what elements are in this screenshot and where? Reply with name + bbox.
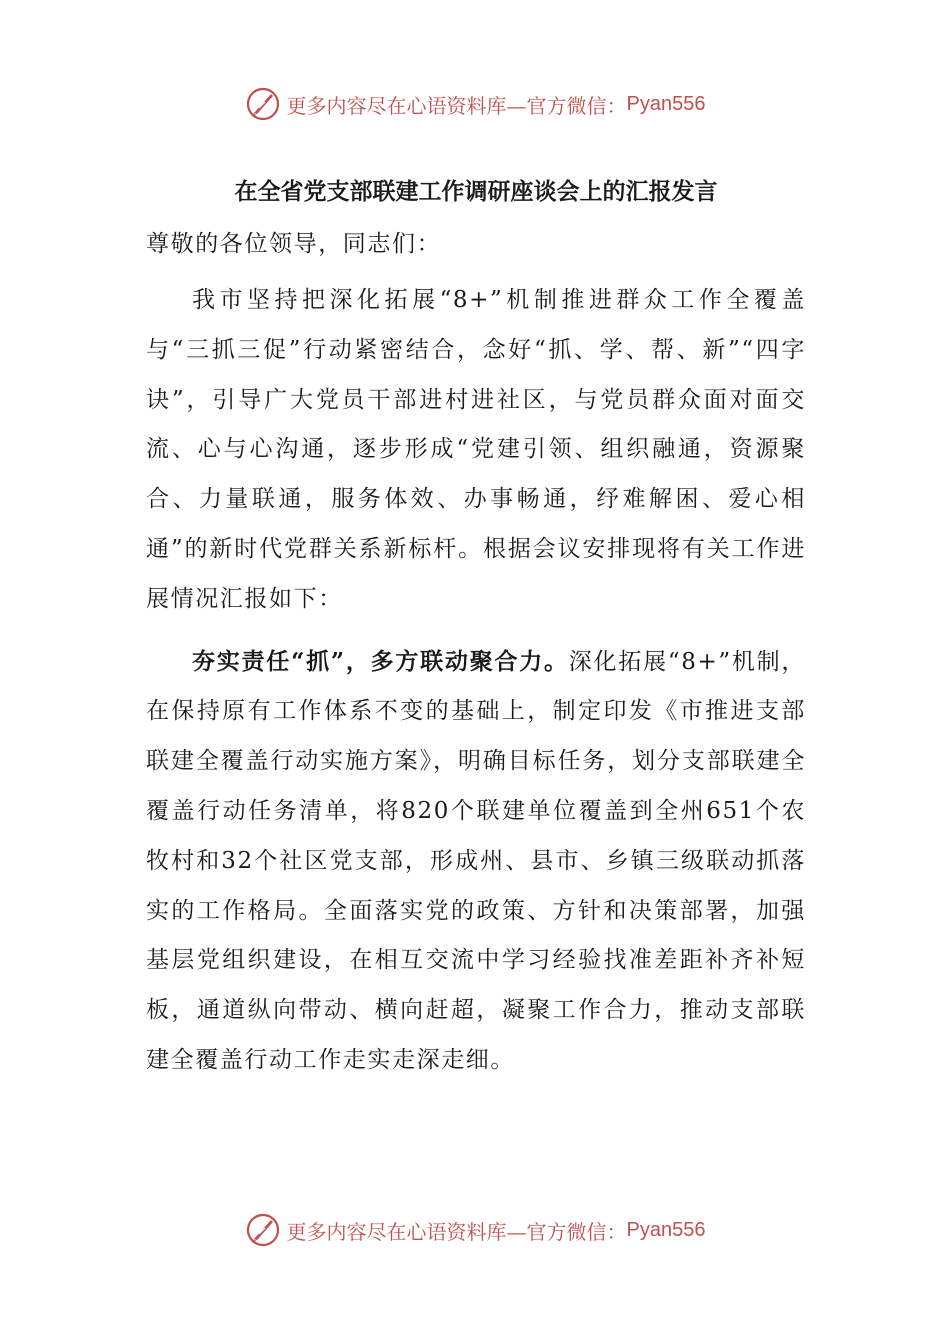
salutation: 尊敬的各位领导，同志们： bbox=[146, 231, 442, 257]
quill-pen-icon bbox=[245, 86, 281, 122]
header-banner bbox=[0, 80, 950, 128]
banner-text: 更多内容尽在心语资料库—官方微信： bbox=[286, 93, 627, 118]
footer-banner bbox=[0, 1206, 950, 1254]
document-title: 在全省党支部联建工作调研座谈会上的汇报发言 bbox=[234, 178, 718, 205]
banner-text: 更多内容尽在心语资料库—官方微信： bbox=[286, 1219, 627, 1244]
quill-pen-icon bbox=[245, 1212, 281, 1248]
banner-wechat-id: Pyan556 bbox=[626, 1218, 706, 1241]
banner-wechat-id: Pyan556 bbox=[626, 92, 706, 115]
document-body bbox=[146, 172, 806, 1086]
intro-paragraph: 我市坚持把深化拓展“8+”机制推进群众工作全覆盖与“三抓三促”行动紧密结合，念好“抓、学、帮、新”“四字诀”，引导广大党员干部进村进社区，与党员群众面对面交流、心与心沟通，逐步形成“党建引领、组织融通，资源聚合、力量联通，服务体效、办事畅通，纾难解困、爱心相通”的新时代党群关系新标杆。根据会议安排现将有关工作进展情况汇报如下： bbox=[146, 287, 806, 612]
section-1-body: 深化拓展“8+”机制，在保持原有工作体系不变的基础上，制定印发《市推进支部联建全覆盖行动实施方案》，明确目标任务，划分支部联建全覆盖行动任务清单，将820个联建单位覆盖到全州651个农牧村和32个社区党支部，形成州、县市、乡镇三级联动抓落实的工作格局。全面落实党的政策、方针和决策部署，加强基层党组织建设，在相互交流中学习经验找准差距补齐补短板，通道纵向带动、横向赶超，凝聚工作合力，推动支部联建全覆盖行动工作走实走深走细。 bbox=[146, 648, 806, 1073]
section-1-heading: 夯实责任“抓”，多方联动聚合力。 bbox=[192, 647, 569, 675]
section-1-paragraph bbox=[146, 637, 806, 1086]
